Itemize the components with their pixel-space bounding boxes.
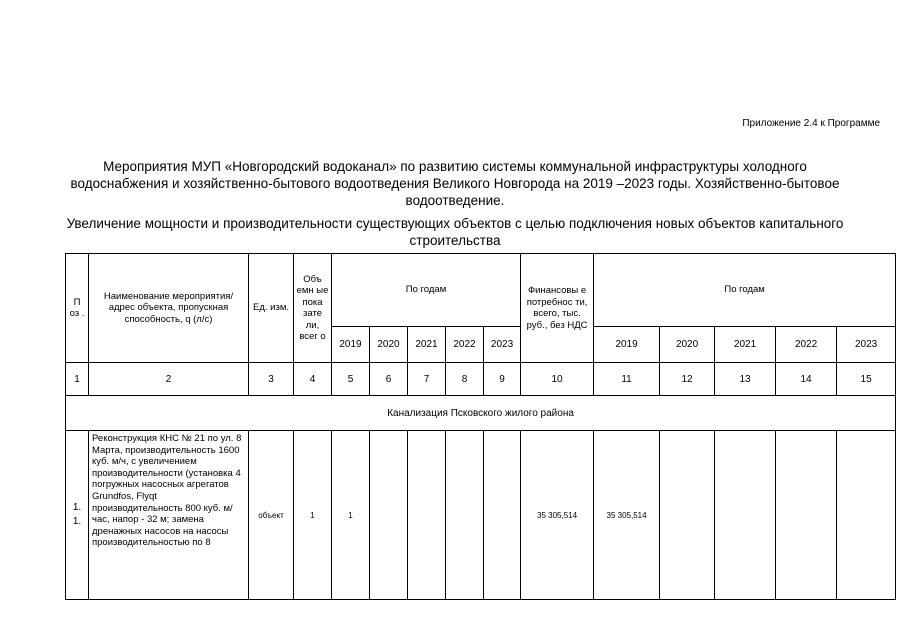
column-number: 8: [446, 363, 484, 396]
header-name: Наименование мероприятия/адрес объекта, пропускная способность, q (л/с): [89, 254, 249, 363]
row-year-2023: [484, 431, 521, 600]
column-number: 15: [837, 363, 896, 396]
column-number: 2: [89, 363, 249, 396]
row-year-2020: [370, 431, 408, 600]
year-cell: 2021: [715, 327, 776, 363]
year-cell: 2019: [594, 327, 660, 363]
program-table: [65, 253, 896, 600]
column-number: 13: [715, 363, 776, 396]
header-unit: Ед. изм.: [249, 254, 294, 363]
header-by-years-2: По годам: [594, 254, 896, 327]
header-row-top: [66, 254, 896, 327]
year-cell: 2021: [408, 327, 446, 363]
row-year-2019: 1: [332, 431, 370, 600]
column-number: 12: [660, 363, 715, 396]
section-row: [66, 396, 896, 431]
row-finance-2021: [715, 431, 776, 600]
row-finance-total: 35 305,514: [521, 431, 594, 600]
column-number: 7: [408, 363, 446, 396]
year-cell: 2023: [837, 327, 896, 363]
row-finance-2019: 35 305,514: [594, 431, 660, 600]
column-number: 14: [776, 363, 837, 396]
row-year-2022: [446, 431, 484, 600]
header-volume: Объ емн ые пока зате ли, всег о: [294, 254, 332, 363]
table-row: [66, 431, 896, 600]
column-numbers-row: [66, 363, 896, 396]
row-finance-2022: [776, 431, 837, 600]
column-number: 6: [370, 363, 408, 396]
year-cell: 2020: [370, 327, 408, 363]
column-number: 4: [294, 363, 332, 396]
column-number: 3: [249, 363, 294, 396]
year-cell: 2019: [332, 327, 370, 363]
header-pos: П оз .: [66, 254, 89, 363]
row-pos: 1. 1.: [66, 431, 89, 600]
year-cell: 2022: [446, 327, 484, 363]
document-subtitle: Увеличение мощности и производительности существующих объектов с целью подключения новых объектов капитального строительства: [66, 216, 844, 248]
section-title: Канализация Псковского жилого района: [66, 396, 896, 431]
header-by-years-1: По годам: [332, 254, 521, 327]
column-number: 1: [66, 363, 89, 396]
header-finance: Финансовы е потребнос ти, всего, тыс. руб., без НДС: [521, 254, 594, 363]
row-unit: объект: [249, 431, 294, 600]
column-number: 9: [484, 363, 521, 396]
column-number: 5: [332, 363, 370, 396]
year-cell: 2022: [776, 327, 837, 363]
column-number: 10: [521, 363, 594, 396]
year-cell: 2020: [660, 327, 715, 363]
year-cell: 2023: [484, 327, 521, 363]
row-year-2021: [408, 431, 446, 600]
column-number: 11: [594, 363, 660, 396]
appendix-label: Приложение 2.4 к Программе: [742, 118, 880, 129]
document-title: Мероприятия МУП «Новгородский водоканал» по развитию системы коммунальной инфраструктуры холодного водоснабжения и хозяйственно-бытового водоотведения Великого Новгорода на 2019 –2023 годы. Хозяйственно-бытовое водоотведение.: [70, 159, 840, 208]
row-name: Реконструкция КНС № 21 по ул. 8 Марта, производительность 1600 куб. м/ч, с увеличением производительности (установка 4 погружных насосных агрегатов Grundfos, Flyqt производительность 800 куб. м/час, напор - 32 м; замена дренажных насосов на насосы производительностью по 8: [89, 431, 249, 600]
row-finance-2020: [660, 431, 715, 600]
row-finance-2023: [837, 431, 896, 600]
row-volume: 1: [294, 431, 332, 600]
